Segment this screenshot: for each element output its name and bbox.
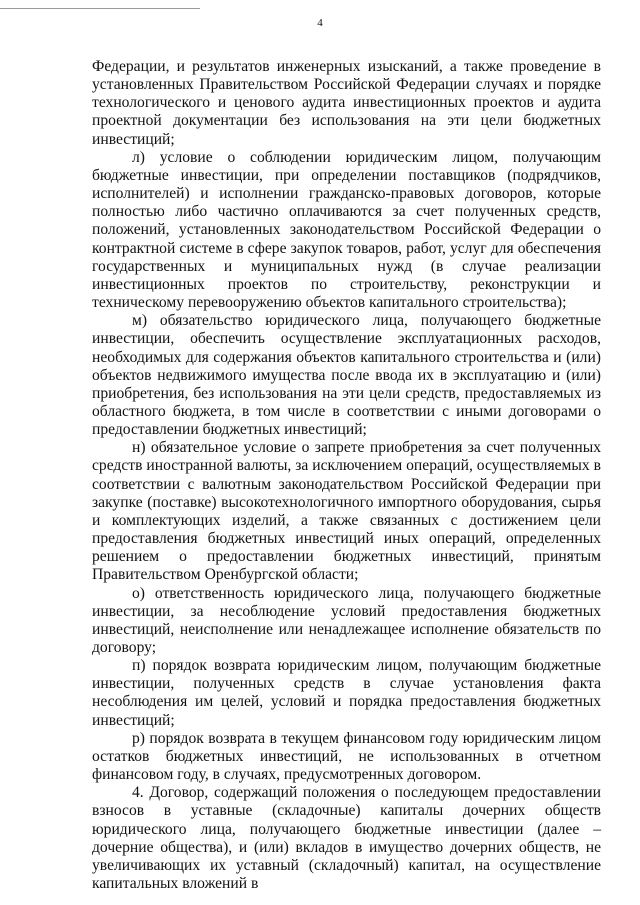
header-rule — [0, 8, 200, 9]
paragraph-item-n: н) обязательное условие о запрете приобретения за счет полученных средств иностранной валюты, за исключением операций, осуществляемых в соответствии с валютным законодательством Российской Федерации при закупке (поставке) высокотехнологичного импортного оборудования, сырья и комплектующих изделий, а также связанных с достижением цели предоставления бюджетных инвестиций иных операций, определенных решением о предоставлении бюджетных инвестиций, принятым Правительством Оренбургской области; — [92, 439, 601, 584]
paragraph-item-p: п) порядок возврата юридическим лицом, получающим бюджетные инвестиции, полученных средств в случае установления факта несоблюдения им целей, условий и порядка предоставления бюджетных инвестиций; — [92, 657, 601, 729]
paragraph-item-o: о) ответственность юридического лица, получающего бюджетные инвестиции, за несоблюдение условий предоставления бюджетных инвестиций, неисполнение или ненадлежащее исполнение обязательств по договору; — [92, 584, 601, 656]
document-body — [92, 58, 601, 893]
paragraph-item-m: м) обязательство юридического лица, получающего бюджетные инвестиции, обеспечить осуществление эксплуатационных расходов, необходимых для содержания объектов капитального строительства и (или) объектов недвижимого имущества после ввода их в эксплуатацию и (или) приобретения, без использования на эти цели средств, предоставляемых из областного бюджета, в том числе в соответствии с иными договорами о предоставлении бюджетных инвестиций; — [92, 312, 601, 439]
paragraph-item-r: р) порядок возврата в текущем финансовом году юридическим лицом остатков бюджетных инвестиций, не использованных в отчетном финансовом году, в случаях, предусмотренных договором. — [92, 729, 601, 784]
paragraph-continuation: Федерации, и результатов инженерных изысканий, а также проведение в установленных Правительством Российской Федерации случаях и порядке технологического и ценового аудита инвестиционных проектов и аудита проектной документации без использования на эти цели бюджетных инвестиций; — [92, 58, 601, 148]
paragraph-section-4: 4. Договор, содержащий положения о последующем предоставлении взносов в уставные (складочные) капиталы дочерних обществ юридического лица, получающего бюджетные инвестиции (далее – дочерние общества), и (или) вкладов в имущество дочерних обществ, не увеличивающих их уставный (складочный) капитал, на осуществление капитальных вложений в — [92, 784, 601, 893]
page-number: 4 — [317, 17, 323, 29]
paragraph-item-l: л) условие о соблюдении юридическим лицом, получающим бюджетные инвестиции, при определении поставщиков (подрядчиков, исполнителей) и исполнении гражданско-правовых договоров, которые полностью либо частично оплачиваются за счет полученных средств, положений, установленных законодательством Российской Федерации о контрактной системе в сфере закупок товаров, работ, услуг для обеспечения государственных и муниципальных нужд (в случае реализации инвестиционных проектов по строительству, реконструкции и техническому перевооружению объектов капитального строительства); — [92, 148, 601, 312]
